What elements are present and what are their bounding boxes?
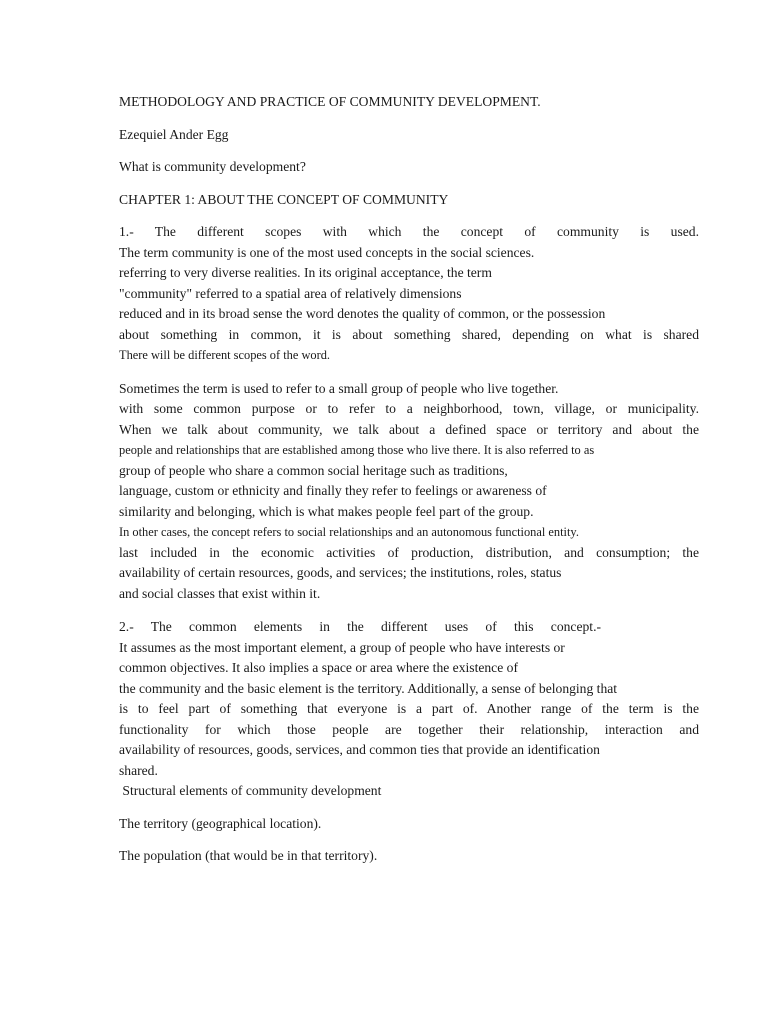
- section-2-line: is to feel part of something that everyone is a part of. Another range of the term is the: [119, 701, 699, 716]
- section-2-line: shared.: [119, 762, 158, 778]
- section-1b-line: with some common purpose or to refer to a neighborhood, town, village, or municipality.: [119, 401, 699, 416]
- section-1-line: There will be different scopes of the word.: [119, 348, 331, 362]
- section-1b-paragraph: [119, 379, 699, 605]
- document-author: Ezequiel Ander Egg: [119, 126, 229, 142]
- section-1b-line: group of people who share a common social heritage such as traditions,: [119, 462, 508, 478]
- section-2-line: availability of resources, goods, services, and common ties that provide an identification: [119, 742, 600, 757]
- section-1-line: reduced and in its broad sense the word denotes the quality of common, or the possession: [119, 306, 606, 321]
- section-1-line: 1.- The different scopes with which the concept of community is used.: [119, 224, 699, 239]
- section-1b-line: similarity and belonging, which is what makes people feel part of the group.: [119, 503, 534, 519]
- document-question: What is community development?: [119, 159, 306, 174]
- section-2-line: functionality for which those people are together their relationship, interaction and: [119, 721, 699, 737]
- section-1-line: about something in common, it is about something shared, depending on what is shared: [119, 326, 699, 342]
- section-1b-line: language, custom or ethnicity and finally they refer to feelings or awareness of: [119, 483, 547, 498]
- structural-elements-heading: Structural elements of community development: [119, 783, 382, 798]
- document-title: METHODOLOGY AND PRACTICE OF COMMUNITY DEVELOPMENT.: [119, 94, 541, 109]
- section-1b-line: Sometimes the term is used to refer to a small group of people who live together.: [119, 380, 559, 396]
- section-1b-line: availability of certain resources, goods, and services; the institutions, roles, status: [119, 565, 562, 580]
- chapter-heading: CHAPTER 1: ABOUT THE CONCEPT OF COMMUNITY: [119, 191, 449, 207]
- section-2-paragraph: [119, 617, 699, 802]
- territory-item: The territory (geographical location).: [119, 815, 322, 831]
- section-1-paragraph: [119, 222, 699, 366]
- section-1b-line: people and relationships that are established among those who live there. It is also referred to as: [119, 443, 595, 457]
- section-1-line: "community" referred to a spatial area of relatively dimensions: [119, 285, 462, 301]
- population-item: The population (that would be in that territory).: [119, 848, 378, 863]
- section-2-line: 2.- The common elements in the different uses of this concept.-: [119, 619, 601, 634]
- section-2-line: It assumes as the most important element, a group of people who have interests or: [119, 639, 565, 655]
- section-1b-line: and social classes that exist within it.: [119, 585, 321, 601]
- section-1b-line: When we talk about community, we talk about a defined space or territory and about the: [119, 421, 699, 437]
- section-1b-line: last included in the economic activities of production, distribution, and consumption; the: [119, 544, 699, 560]
- section-1b-line: In other cases, the concept refers to social relationships and an autonomous functional entity.: [119, 525, 579, 539]
- document-page: [119, 92, 699, 867]
- section-1-line: referring to very diverse realities. In its original acceptance, the term: [119, 265, 492, 280]
- section-1-line: The term community is one of the most used concepts in the social sciences.: [119, 244, 535, 260]
- section-2-line: common objectives. It also implies a space or area where the existence of: [119, 660, 518, 675]
- section-2-line: the community and the basic element is the territory. Additionally, a sense of belonging that: [119, 680, 618, 696]
